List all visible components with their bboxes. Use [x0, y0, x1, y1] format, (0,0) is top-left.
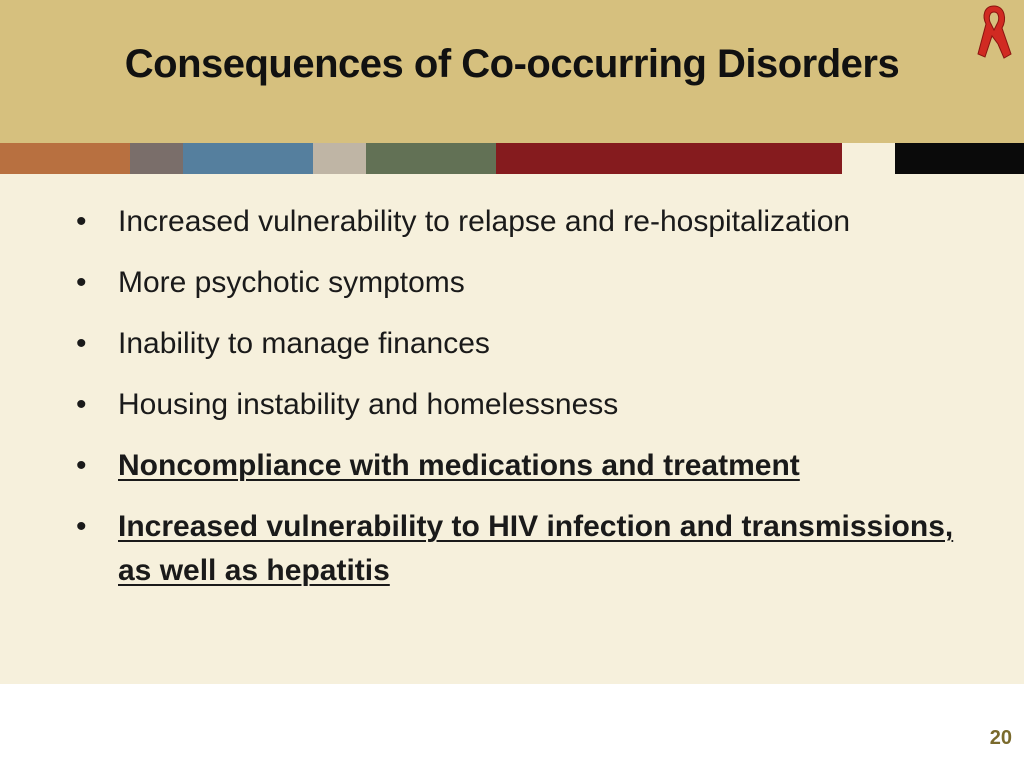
stripe-segment [895, 143, 1024, 174]
stripe-segment [496, 143, 842, 174]
slide-header [0, 0, 1024, 143]
bullet-text: Increased vulnerability to HIV infection and transmissions, as well as hepatitis [118, 510, 954, 587]
stripe-segment [366, 143, 496, 174]
bullet-item-emphasized [74, 444, 954, 488]
bullet-text: Inability to manage finances [118, 327, 490, 360]
bullet-icon: • [76, 510, 87, 543]
bullet-icon: • [76, 388, 87, 421]
bullet-item [74, 383, 954, 427]
bullet-text: More psychotic symptoms [118, 266, 465, 299]
bullet-icon: • [76, 449, 87, 482]
bullet-icon: • [76, 205, 87, 238]
red-ribbon-icon [972, 2, 1016, 60]
page-number: 20 [989, 727, 1012, 749]
slide-body [0, 174, 1024, 684]
color-stripe-bar [0, 143, 1024, 174]
bullet-icon: • [76, 327, 87, 360]
stripe-segment [183, 143, 313, 174]
stripe-segment [0, 143, 130, 174]
bullet-icon: • [76, 266, 87, 299]
bullet-text: Housing instability and homelessness [118, 388, 619, 421]
stripe-segment [313, 143, 366, 174]
bullet-text: Noncompliance with medications and treatment [118, 449, 800, 482]
bullet-item [74, 322, 954, 366]
bullet-list [74, 200, 954, 610]
bullet-text: Increased vulnerability to relapse and re-hospitalization [118, 205, 851, 238]
stripe-segment [842, 143, 895, 174]
stripe-segment [130, 143, 183, 174]
bullet-item [74, 200, 954, 244]
bullet-item [74, 261, 954, 305]
slide-title: Consequences of Co-occurring Disorders [124, 42, 900, 86]
bullet-item-emphasized [74, 505, 954, 593]
